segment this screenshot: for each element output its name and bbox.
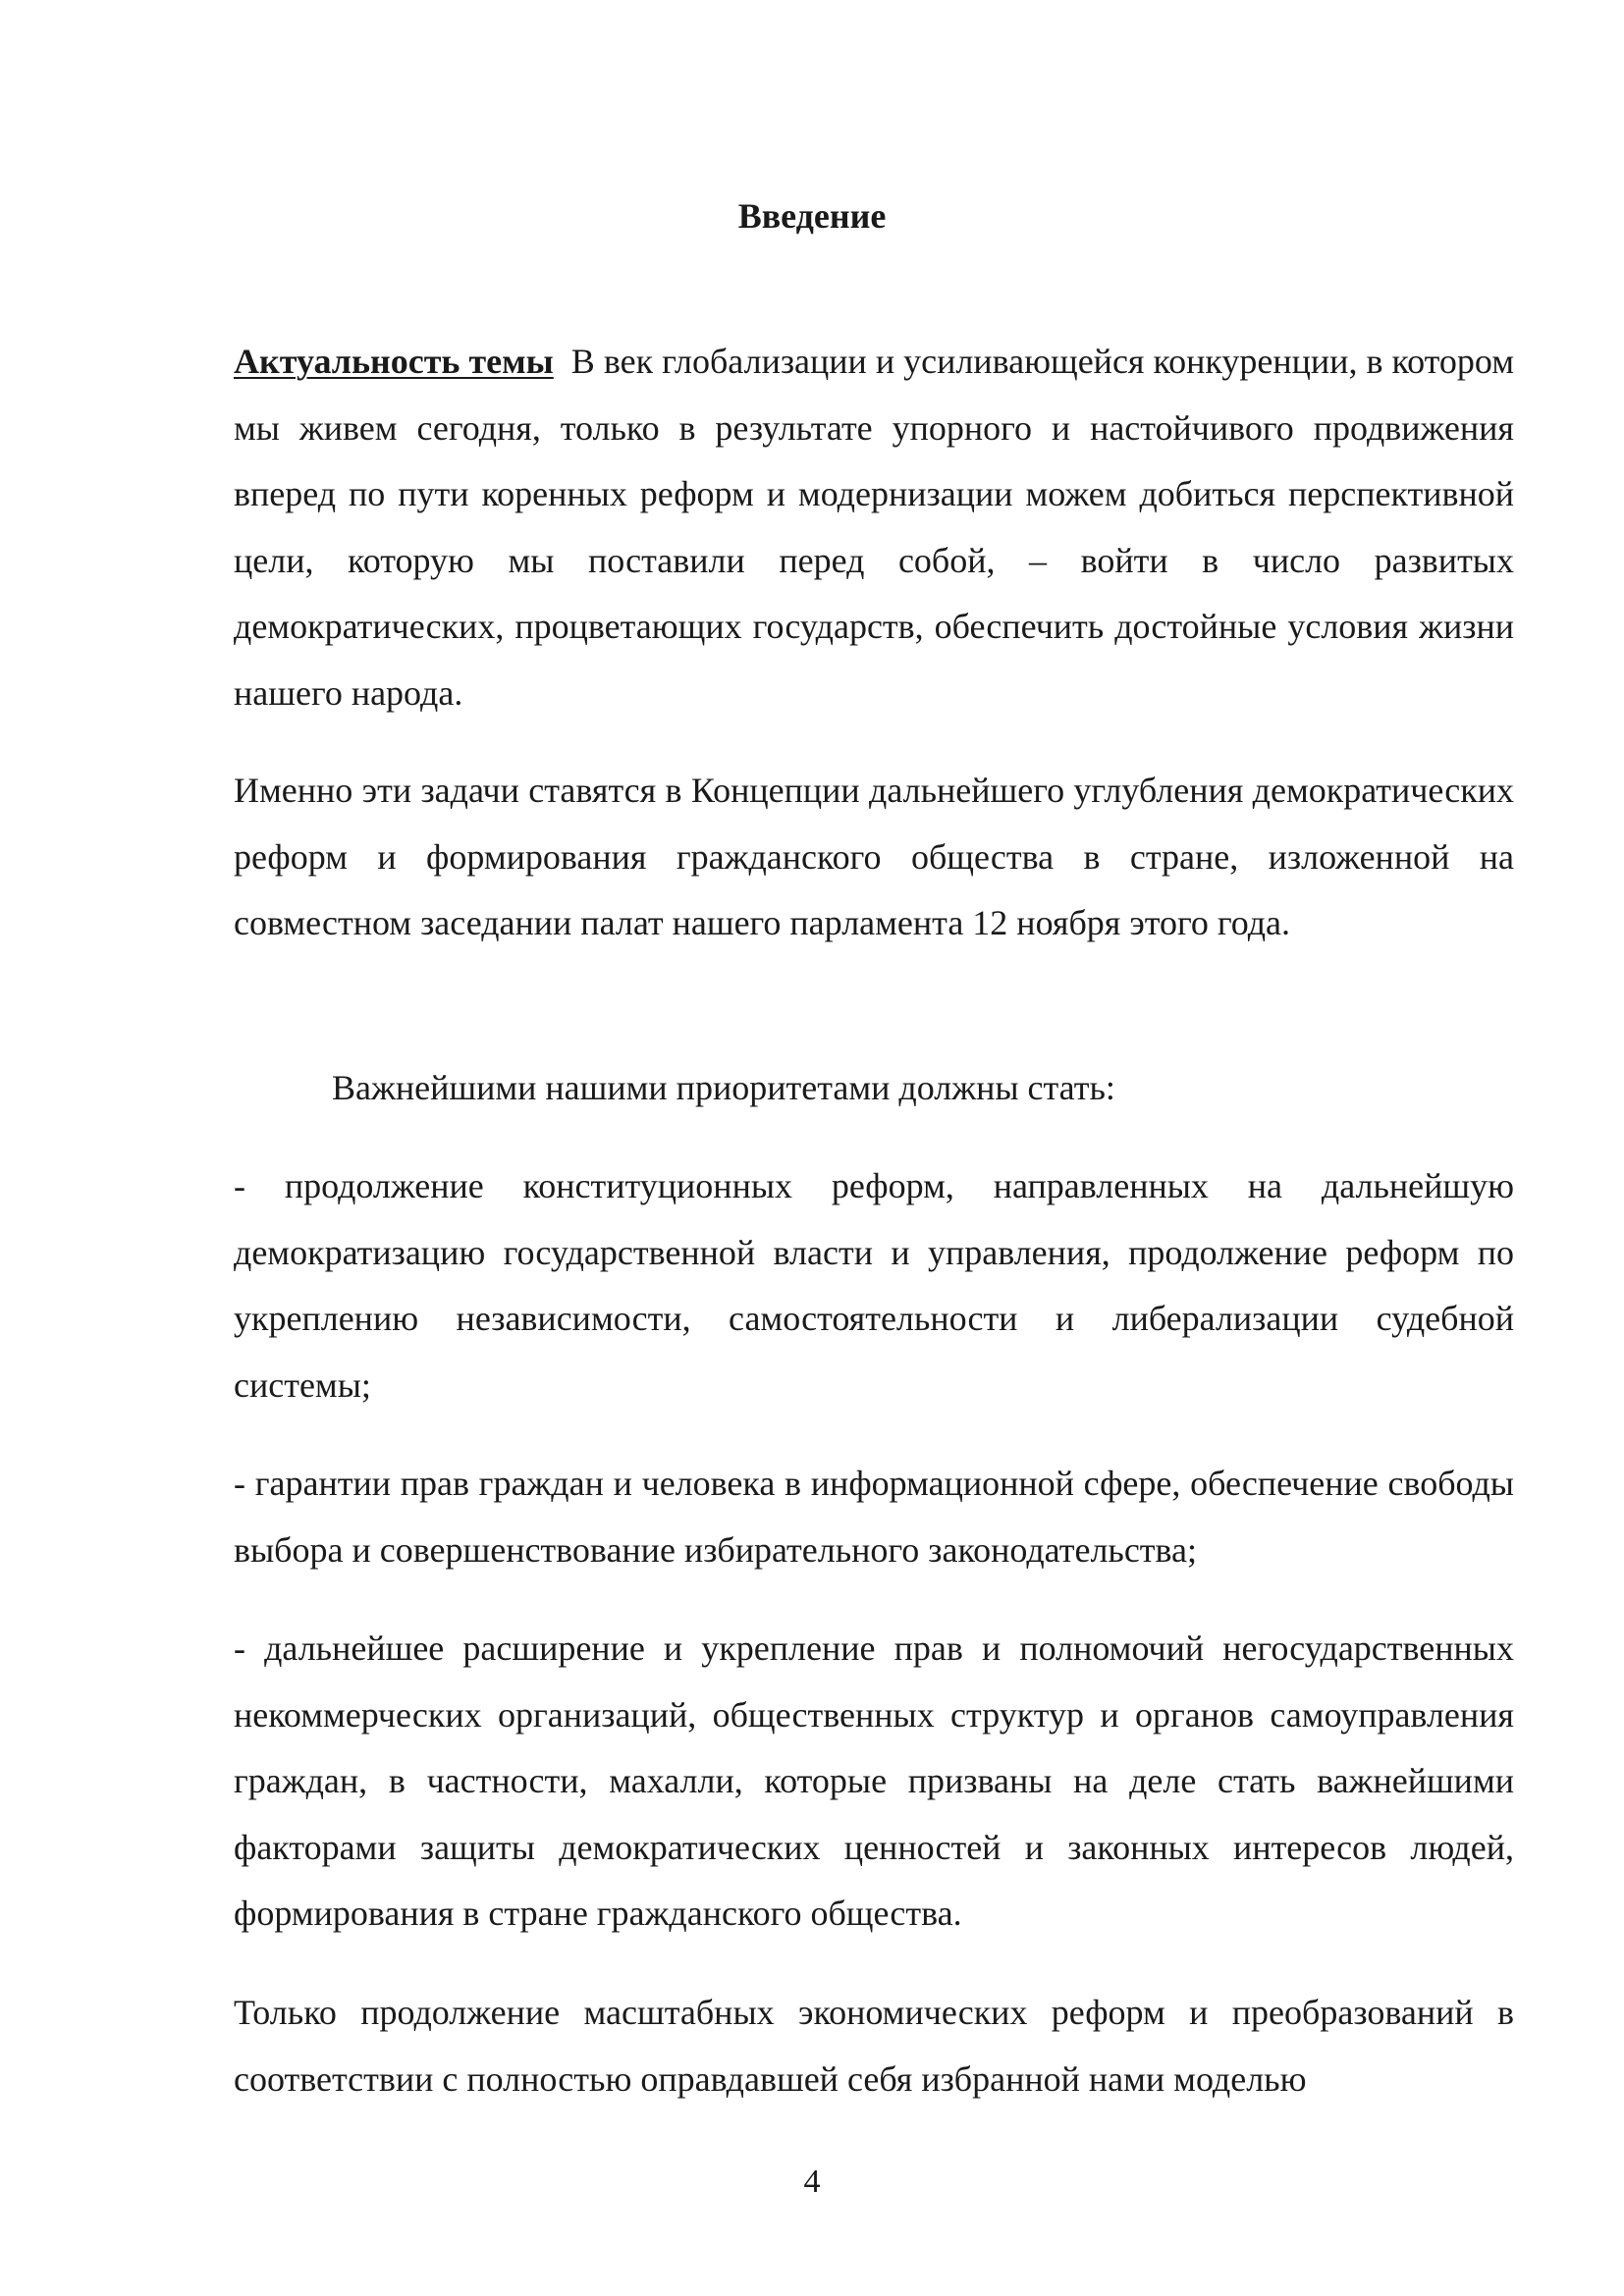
paragraph-text: Только продолжение масштабных экономических реформ и преобразований в соответствии с полностью оправдавшей себя избранной нами моделью bbox=[234, 1993, 1514, 2099]
list-item-organizations bbox=[234, 1616, 1514, 1948]
paragraph-lead: Актуальность темы bbox=[234, 342, 554, 381]
paragraph-priorities-intro bbox=[234, 1055, 1514, 1122]
section-heading: Введение bbox=[737, 196, 887, 236]
list-item-rights bbox=[234, 1451, 1514, 1583]
paragraph-text: - дальнейшее расширение и укрепление прав и полномочий негосударственных некоммерческих организаций, общественных структур и органов самоуправления граждан, в частности, махалли, которые призваны на деле стать важнейшими факторами защиты демократических ценностей и законных интересов людей, формирования в стране гражданского общества. bbox=[234, 1629, 1514, 1933]
list-item-constitutional bbox=[234, 1153, 1514, 1418]
paragraph-economic bbox=[234, 1980, 1514, 2112]
paragraph-text: В век глобализации и усиливающейся конкуренции, в котором мы живем сегодня, только в результате упорного и настойчивого продвижения вперед по пути коренных реформ и модернизации можем добиться перспективной цели, которую мы поставили перед собой, – войти в число развитых демократических, процветающих государств, обеспечить достойные условия жизни нашего народа. bbox=[234, 342, 1524, 713]
page-number: 4 bbox=[803, 2163, 821, 2200]
paragraph-text: Важнейшими нашими приоритетами должны стать: bbox=[332, 1068, 1115, 1107]
paragraph-concept bbox=[234, 758, 1514, 957]
paragraph-text: Именно эти задачи ставятся в Концепции дальнейшего углубления демократических реформ и формирования гражданского общества в стране, изложенной на совместном заседании палат нашего парламента 12 ноября этого года. bbox=[234, 771, 1514, 942]
paragraph-relevance bbox=[234, 329, 1524, 726]
paragraph-text: - гарантии прав граждан и человека в информационной сфере, обеспечение свободы выбора и совершенствование избирательного законодательства; bbox=[234, 1464, 1514, 1570]
paragraph-text: - продолжение конституционных реформ, направленных на дальнейшую демократизацию государственной власти и управления, продолжение реформ по укреплению независимости, самостоятельности и либерализации судебной системы; bbox=[234, 1166, 1514, 1405]
